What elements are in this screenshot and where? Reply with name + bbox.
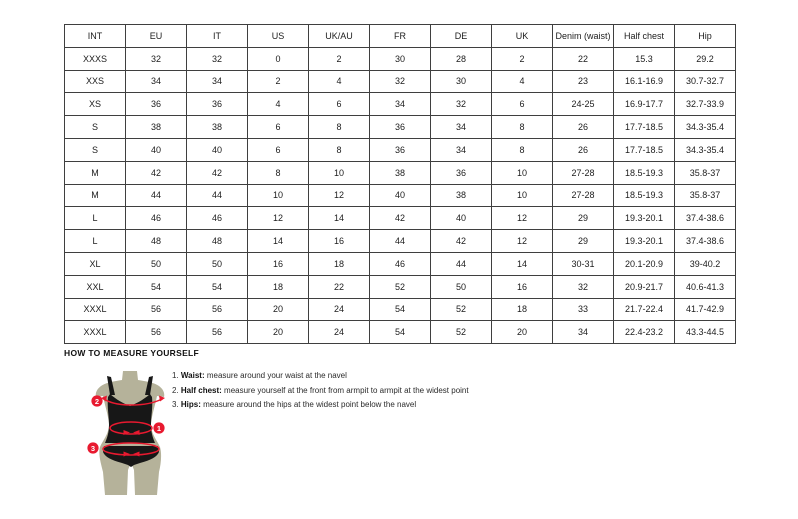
size-row [65,116,736,139]
size-cell: S [65,138,126,161]
size-cell: L [65,207,126,230]
size-cell: 37.4-38.6 [675,207,736,230]
size-cell: 16 [309,230,370,253]
size-cell: 8 [248,161,309,184]
measure-step-waist [172,369,469,384]
size-cell: 19.3-20.1 [614,230,675,253]
column-header: US [248,25,309,48]
size-cell: 24 [309,298,370,321]
size-cell: 0 [248,47,309,70]
size-cell: 12 [248,207,309,230]
size-cell: 18 [309,252,370,275]
size-cell: 22 [553,47,614,70]
size-row [65,252,736,275]
size-cell: 32 [553,275,614,298]
size-cell: 20.1-20.9 [614,252,675,275]
size-cell: 44 [370,230,431,253]
size-cell: 40 [370,184,431,207]
size-row [65,207,736,230]
step-number: 3. [172,400,179,409]
size-cell: 54 [126,275,187,298]
column-header: Denim (waist) [553,25,614,48]
marker-2-number: 2 [94,396,100,406]
size-cell: XXS [65,70,126,93]
size-row [65,138,736,161]
size-cell: 14 [309,207,370,230]
size-cell: 16 [492,275,553,298]
size-cell: 10 [492,184,553,207]
size-cell: 20 [248,298,309,321]
size-cell: 44 [187,184,248,207]
size-cell: 6 [248,116,309,139]
measure-step-half-chest [172,384,469,399]
size-cell: 2 [248,70,309,93]
size-cell: 34.3-35.4 [675,138,736,161]
size-cell: 46 [126,207,187,230]
size-cell: 10 [248,184,309,207]
size-cell: 48 [126,230,187,253]
table-header-row [65,25,736,48]
size-cell: 35.8-37 [675,161,736,184]
step-label: Half chest: [180,385,222,395]
size-cell: 26 [553,138,614,161]
column-header: EU [126,25,187,48]
size-cell: M [65,161,126,184]
size-cell: S [65,116,126,139]
size-cell: 42 [370,207,431,230]
size-cell: 36 [187,93,248,116]
size-cell: 39-40.2 [675,252,736,275]
size-cell: 56 [187,321,248,344]
size-cell: 17.7-18.5 [614,138,675,161]
size-cell: L [65,230,126,253]
size-cell: 6 [309,93,370,116]
size-cell: 12 [492,207,553,230]
size-cell: 43.3-44.5 [675,321,736,344]
size-cell: 8 [492,116,553,139]
step-text: measure around your waist at the navel [204,371,347,380]
step-text: measure around the hips at the widest point below the navel [200,400,417,409]
size-cell: 30 [370,47,431,70]
size-cell: 24 [309,321,370,344]
size-cell: 34 [553,321,614,344]
size-cell: 38 [126,116,187,139]
size-cell: XL [65,252,126,275]
size-cell: 44 [431,252,492,275]
size-cell: 56 [126,321,187,344]
column-header: Half chest [614,25,675,48]
size-row [65,47,736,70]
size-cell: 4 [309,70,370,93]
size-cell: 18 [492,298,553,321]
size-cell: 24-25 [553,93,614,116]
size-cell: 40 [431,207,492,230]
measure-steps-list [172,369,469,413]
size-cell: 29.2 [675,47,736,70]
size-cell: 32 [126,47,187,70]
size-cell: 34.3-35.4 [675,116,736,139]
size-cell: 2 [492,47,553,70]
size-cell: 38 [187,116,248,139]
size-cell: 20.9-21.7 [614,275,675,298]
size-cell: 40 [187,138,248,161]
size-cell: 12 [309,184,370,207]
size-cell: 8 [309,138,370,161]
size-cell: 14 [492,252,553,275]
size-row [65,275,736,298]
size-cell: 36 [431,161,492,184]
size-cell: 38 [370,161,431,184]
size-cell: 52 [431,321,492,344]
marker-3-number: 3 [90,443,96,453]
size-cell: XXL [65,275,126,298]
size-cell: 32 [187,47,248,70]
column-header: UK [492,25,553,48]
measure-step-hips [172,398,469,413]
size-cell: 34 [126,70,187,93]
column-header: FR [370,25,431,48]
size-cell: 42 [431,230,492,253]
column-header: INT [65,25,126,48]
size-cell: 50 [126,252,187,275]
size-cell: 34 [370,93,431,116]
size-cell: 54 [370,298,431,321]
size-cell: 38 [431,184,492,207]
size-cell: 29 [553,207,614,230]
size-cell: 30.7-32.7 [675,70,736,93]
size-cell: 36 [370,138,431,161]
column-header: DE [431,25,492,48]
size-cell: 30-31 [553,252,614,275]
size-cell: 10 [309,161,370,184]
size-cell: XXXL [65,298,126,321]
size-cell: 32 [370,70,431,93]
size-cell: 22.4-23.2 [614,321,675,344]
size-cell: 20 [248,321,309,344]
size-cell: 29 [553,230,614,253]
size-cell: 15.3 [614,47,675,70]
size-cell: 23 [553,70,614,93]
size-cell: 52 [370,275,431,298]
size-cell: 22 [309,275,370,298]
size-cell: 4 [492,70,553,93]
size-cell: 54 [187,275,248,298]
size-cell: 35.8-37 [675,184,736,207]
size-cell: XS [65,93,126,116]
size-cell: M [65,184,126,207]
size-cell: 19.3-20.1 [614,207,675,230]
size-cell: 2 [309,47,370,70]
step-label: Waist: [180,371,205,380]
size-cell: 40.6-41.3 [675,275,736,298]
size-cell: 37.4-38.6 [675,230,736,253]
size-cell: 34 [187,70,248,93]
size-cell: 18 [248,275,309,298]
size-cell: 27-28 [553,184,614,207]
size-cell: XXXL [65,321,126,344]
size-cell: 10 [492,161,553,184]
size-cell: 42 [126,161,187,184]
size-row [65,184,736,207]
step-label: Hips: [180,400,201,409]
size-cell: 32 [431,93,492,116]
size-cell: 46 [187,207,248,230]
size-cell: 46 [370,252,431,275]
step-number: 2. [172,385,179,395]
size-cell: 44 [126,184,187,207]
size-cell: 48 [187,230,248,253]
size-cell: 16.9-17.7 [614,93,675,116]
size-row [65,230,736,253]
size-cell: 32.7-33.9 [675,93,736,116]
size-cell: 33 [553,298,614,321]
size-cell: 18.5-19.3 [614,161,675,184]
size-cell: 26 [553,116,614,139]
size-cell: 6 [492,93,553,116]
size-cell: 12 [492,230,553,253]
size-row [65,161,736,184]
size-cell: 20 [492,321,553,344]
size-cell: 14 [248,230,309,253]
size-cell: 50 [431,275,492,298]
size-cell: 52 [431,298,492,321]
size-cell: 21.7-22.4 [614,298,675,321]
size-cell: 41.7-42.9 [675,298,736,321]
size-cell: 16.1-16.9 [614,70,675,93]
size-cell: 34 [431,116,492,139]
size-cell: 30 [431,70,492,93]
size-chart-table [64,24,736,344]
size-cell: 36 [370,116,431,139]
size-row [65,93,736,116]
size-cell: 54 [370,321,431,344]
size-cell: 6 [248,138,309,161]
size-cell: 4 [248,93,309,116]
size-cell: 18.5-19.3 [614,184,675,207]
size-cell: 16 [248,252,309,275]
measure-section-heading: HOW TO MEASURE YOURSELF [64,348,200,358]
size-row [65,298,736,321]
size-cell: 28 [431,47,492,70]
size-cell: 40 [126,138,187,161]
column-header: UK/AU [309,25,370,48]
size-cell: 50 [187,252,248,275]
column-header: IT [187,25,248,48]
size-cell: 56 [187,298,248,321]
size-cell: 27-28 [553,161,614,184]
size-cell: 36 [126,93,187,116]
marker-1-number: 1 [156,423,162,433]
column-header: Hip [675,25,736,48]
size-row [65,70,736,93]
size-cell: 56 [126,298,187,321]
mannequin-illustration [78,368,178,500]
step-text: measure yourself at the front from armpit to armpit at the widest point [221,385,469,395]
size-row [65,321,736,344]
size-cell: 8 [309,116,370,139]
size-cell: 8 [492,138,553,161]
size-cell: XXXS [65,47,126,70]
size-cell: 34 [431,138,492,161]
size-cell: 42 [187,161,248,184]
size-cell: 17.7-18.5 [614,116,675,139]
step-number: 1. [172,371,179,380]
